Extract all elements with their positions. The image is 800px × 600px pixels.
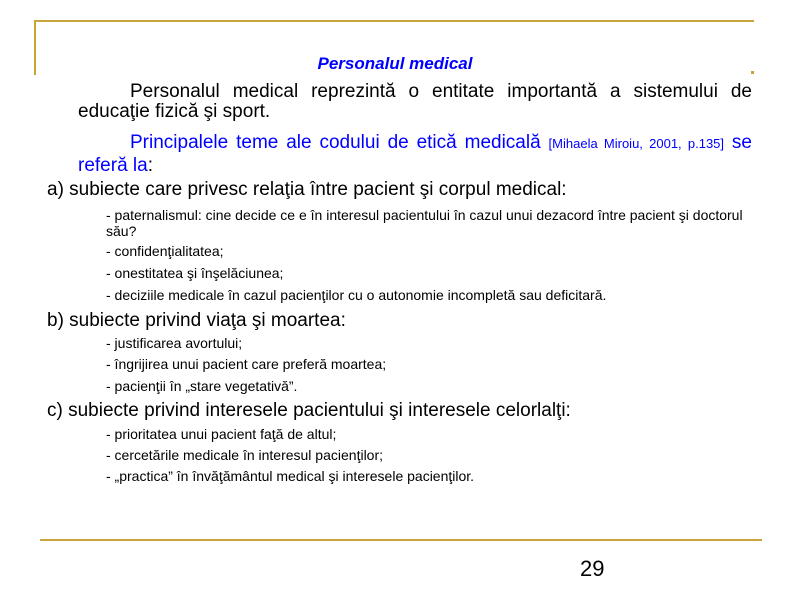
section-a-item-4: - deciziile medicale în cazul pacienţilor cu o autonomie incompletă sau deficitară. [106, 287, 607, 303]
slide-title: Personalul medical [317, 54, 473, 73]
section-b-heading: b) subiecte privind viaţa şi moartea: [47, 310, 346, 331]
section-c-item-1: - prioritatea unui pacient faţă de altul; [106, 426, 337, 442]
section-b-item-2: - îngrijirea unui pacient care preferă moartea; [106, 356, 387, 372]
section-a-item-2: - confidenţialitatea; [106, 243, 224, 259]
section-c-item-2: - cercetările medicale în interesul pacienţilor; [106, 447, 384, 463]
section-c-item-3: - „practica” în învăţământul medical şi interesele pacienţilor. [106, 468, 475, 484]
section-a-item-3: - onestitatea şi înşelăciunea; [106, 265, 284, 281]
section-b-item-3: - pacienţii în „stare vegetativă”. [106, 378, 298, 394]
intro-paragraph [78, 82, 752, 122]
section-b-item-1: - justificarea avortului; [106, 335, 243, 351]
section-a-heading: a) subiecte care privesc relaţia între pacient şi corpul medical: [47, 179, 567, 200]
principles-text: Principalele teme ale codului de etică medicală [130, 132, 541, 153]
principles-tail: se referă la [78, 132, 752, 176]
citation: [Mihaela Miroiu, 2001, p.135] [548, 136, 725, 151]
section-c-heading: c) subiecte privind interesele pacientului şi interesele celorlalţi: [47, 400, 571, 421]
frame-top-line [34, 20, 754, 22]
intro-text: Personalul medical reprezintă o entitate importantă a sistemului de educaţie fizică şi sport. [78, 81, 752, 122]
principles-paragraph [78, 132, 752, 177]
section-a-item-1: - paternalismul: cine decide ce e în interesul pacientului în cazul unui dezacord între pacient şi doctorul său? [106, 207, 743, 239]
principles-colon: : [147, 155, 153, 176]
page-number: 29 [580, 556, 605, 581]
frame-bottom-line [40, 539, 762, 541]
